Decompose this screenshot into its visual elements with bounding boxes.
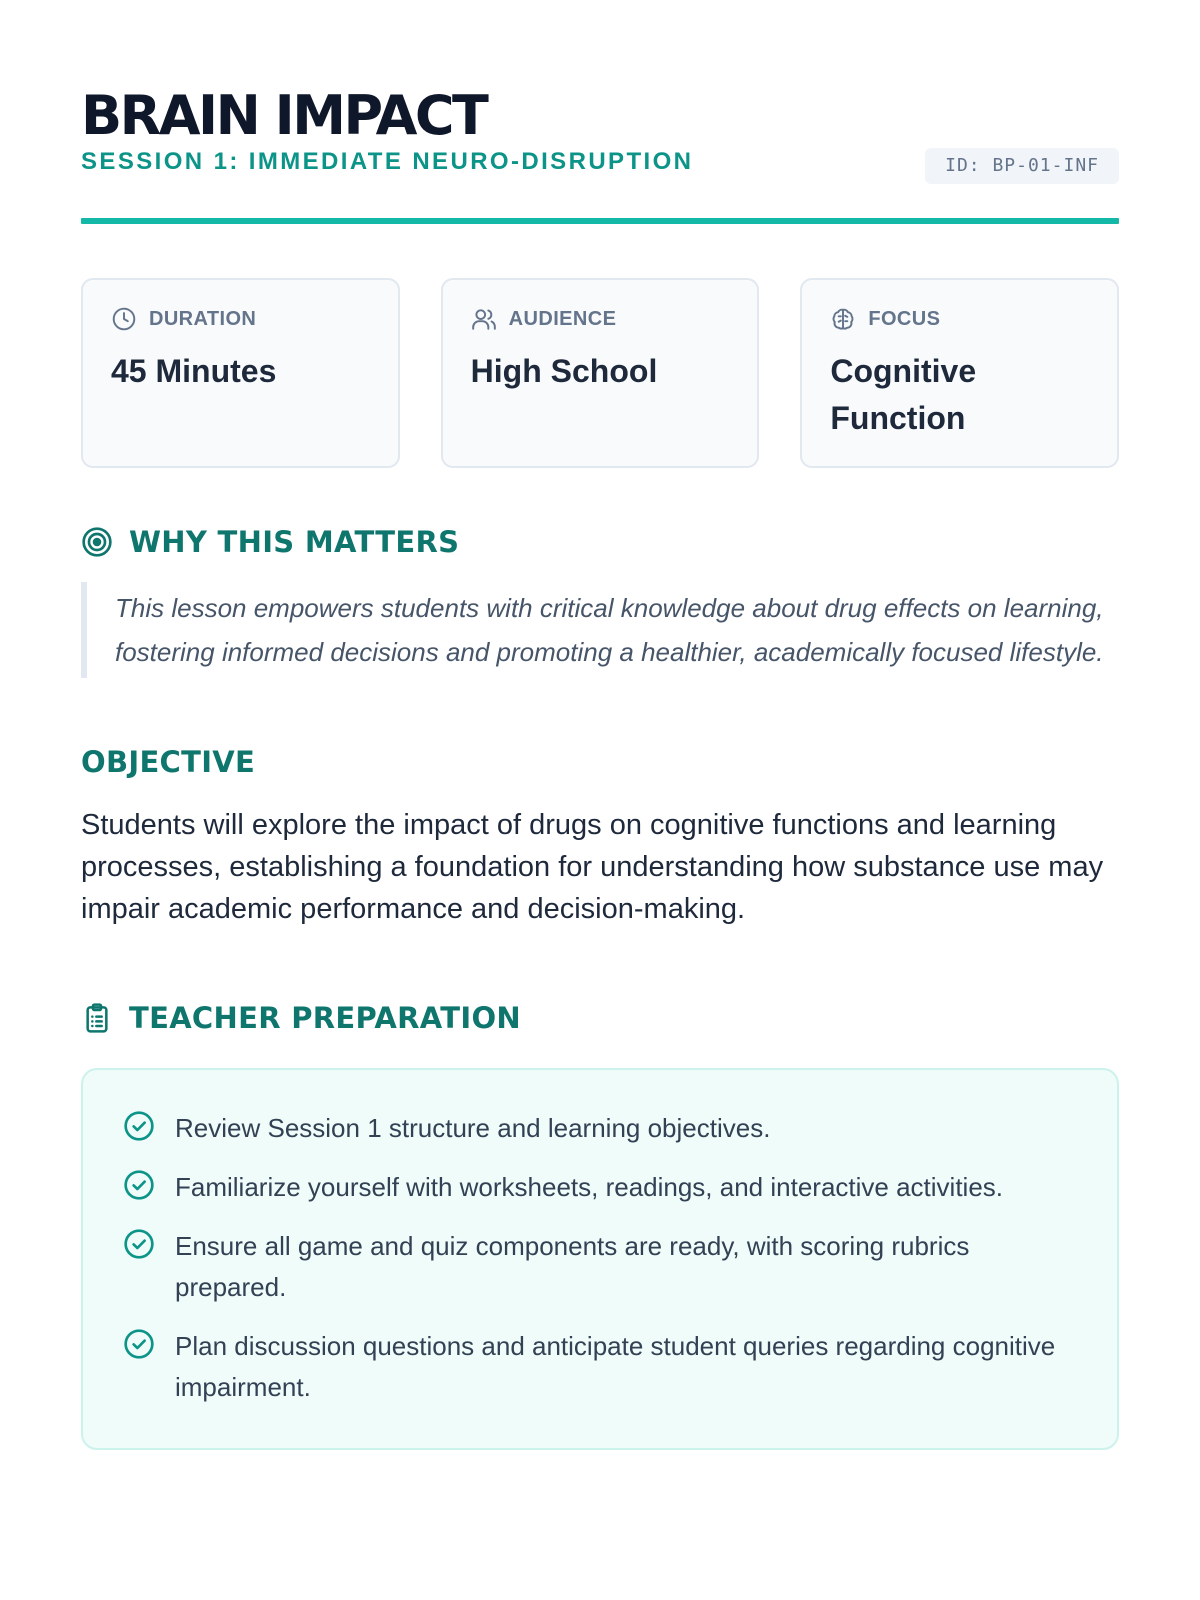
brain-icon — [830, 306, 856, 332]
audience-card — [441, 278, 760, 468]
list-item — [123, 1326, 1077, 1408]
prep-item-text: Review Session 1 structure and learning objectives. — [175, 1113, 771, 1143]
list-item — [123, 1108, 1077, 1149]
audience-label: AUDIENCE — [508, 308, 617, 330]
prep-item-text: Plan discussion questions and anticipate student queries regarding cognitive impairment. — [175, 1331, 1056, 1402]
why-this-matters-section — [81, 524, 1119, 678]
check-circle-icon — [123, 1228, 155, 1260]
check-circle-icon — [123, 1328, 155, 1360]
clipboard-icon — [81, 1002, 113, 1034]
objective-section — [81, 744, 1119, 930]
focus-card — [800, 278, 1119, 468]
objective-text: Students will explore the impact of drugs on cognitive functions and learning processes, establishing a foundation for understanding how substance use may impair academic performance and decision-making. — [81, 809, 1104, 925]
list-item — [123, 1226, 1077, 1308]
id-badge: ID: BP-01-INF — [925, 148, 1119, 184]
teacher-preparation-section — [81, 1000, 1119, 1450]
duration-label: DURATION — [149, 308, 257, 330]
focus-label: FOCUS — [868, 308, 941, 330]
users-icon — [471, 306, 497, 332]
why-quote: This lesson empowers students with critical knowledge about drug effects on learning, fostering informed decisions and promoting a healthier, academically focused lifestyle. — [81, 582, 1119, 678]
target-icon — [81, 526, 113, 558]
check-circle-icon — [123, 1169, 155, 1201]
duration-value: 45 Minutes — [111, 353, 277, 389]
list-item — [123, 1167, 1077, 1208]
check-circle-icon — [123, 1110, 155, 1142]
why-heading: WHY THIS MATTERS — [129, 525, 460, 559]
audience-value: High School — [470, 353, 658, 389]
prep-checklist — [81, 1068, 1119, 1450]
session-subtitle: SESSION 1: IMMEDIATE NEURO-DISRUPTION — [81, 148, 694, 175]
prep-item-text: Familiarize yourself with worksheets, readings, and interactive activities. — [175, 1172, 1004, 1202]
prep-item-text: Ensure all game and quiz components are ready, with scoring rubrics prepared. — [175, 1231, 970, 1302]
clock-icon — [111, 306, 137, 332]
header-divider — [81, 218, 1119, 224]
focus-value: Cognitive Function — [830, 353, 977, 436]
page-header — [81, 0, 1119, 224]
info-cards — [81, 278, 1119, 468]
page-title: BRAIN IMPACT — [81, 84, 487, 147]
duration-card — [81, 278, 400, 468]
objective-heading: OBJECTIVE — [81, 745, 256, 779]
prep-heading: TEACHER PREPARATION — [129, 1001, 521, 1035]
